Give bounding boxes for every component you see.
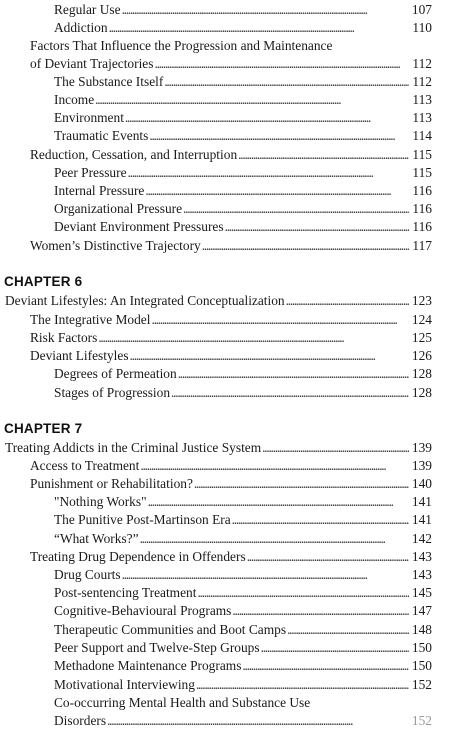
toc-entry[interactable]	[30, 457, 432, 475]
toc-entry-title: Deviant Lifestyles	[30, 348, 129, 363]
toc-entry-title: The Substance Itself	[54, 74, 164, 89]
dot-leader	[164, 73, 409, 91]
toc-entry-page: 123	[411, 293, 432, 308]
toc-entry-title: Peer Support and Twelve-Step Groups	[54, 640, 260, 655]
dot-leader	[122, 1, 409, 19]
toc-entry-title: Disorders	[54, 713, 107, 728]
toc-entry[interactable]	[54, 621, 432, 639]
toc-entry[interactable]	[54, 200, 432, 218]
toc-entry[interactable]	[30, 475, 432, 493]
dot-leader	[286, 292, 409, 310]
toc-entry-page: 139	[411, 458, 432, 473]
toc-entry-title: Internal Pressure	[54, 183, 145, 198]
toc-entry-title: Motivational Interviewing	[54, 677, 195, 692]
toc-entry[interactable]	[30, 311, 432, 329]
toc-entry-title: Income	[54, 92, 95, 107]
toc-entry-title: Treating Drug Dependence in Offenders	[30, 549, 246, 564]
toc-entry-page: 112	[412, 74, 432, 89]
dot-leader	[247, 548, 409, 566]
toc-entry-title: Reduction, Cessation, and Interruption	[30, 147, 238, 162]
toc-entry[interactable]	[5, 439, 432, 457]
toc-entry-page: 116	[412, 201, 432, 216]
dot-leader	[107, 712, 409, 730]
toc-entry-page: 143	[411, 549, 432, 564]
dot-leader	[98, 329, 409, 347]
toc-entry[interactable]	[54, 109, 432, 127]
toc-entry-page: 124	[411, 312, 432, 327]
toc-entry[interactable]	[54, 164, 432, 182]
toc-entry-title: Therapeutic Communities and Boot Camps	[54, 622, 287, 637]
toc-entry[interactable]	[54, 530, 432, 548]
chapter-7-heading: CHAPTER 7	[4, 421, 83, 436]
toc-entry[interactable]	[30, 55, 432, 73]
toc-entry-title: Regular Use	[54, 2, 121, 17]
toc-entry-page: 141	[411, 494, 432, 509]
dot-leader	[140, 457, 409, 475]
dot-leader	[232, 511, 409, 529]
toc-entry-title: Punishment or Rehabilitation?	[30, 476, 193, 491]
toc-entry[interactable]	[54, 657, 432, 675]
toc-entry[interactable]	[54, 127, 432, 145]
toc-entry-page: 113	[412, 92, 432, 107]
dot-leader	[225, 218, 409, 236]
toc-entry[interactable]	[54, 182, 432, 200]
toc-entry[interactable]	[54, 511, 432, 529]
dot-leader	[145, 182, 409, 200]
toc-entry-page: 148	[411, 622, 432, 637]
toc-entry-page: 117	[412, 238, 432, 253]
dot-leader	[183, 200, 409, 218]
toc-entry-page: 142	[411, 531, 432, 546]
toc-entry-title: The Punitive Post-Martinson Era	[54, 512, 231, 527]
toc-entry-title: The Integrative Model	[30, 312, 151, 327]
toc-entry[interactable]	[54, 384, 432, 402]
toc-entry-title: Treating Addicts in the Criminal Justice System	[5, 440, 262, 455]
toc-entry-title: Deviant Lifestyles: An Integrated Conceptualization	[5, 293, 285, 308]
toc-entry[interactable]	[54, 218, 432, 236]
toc-entry-title: Post-sentencing Treatment	[54, 585, 197, 600]
toc-entry-title: Cognitive-Behavioural Programs	[54, 603, 232, 618]
toc-entry[interactable]	[54, 712, 432, 730]
toc-entry-title: “What Works?”	[54, 531, 139, 546]
toc-entry-page: 114	[412, 128, 432, 143]
toc-entry-page: 152	[411, 677, 432, 692]
dot-leader	[122, 566, 409, 584]
toc-entry[interactable]	[54, 493, 432, 511]
dot-leader	[171, 384, 409, 402]
dot-leader	[151, 311, 409, 329]
toc-entry-title: Risk Factors	[30, 330, 98, 345]
toc-entry-page: 150	[411, 640, 432, 655]
toc-entry-page: 139	[411, 440, 432, 455]
toc-entry-page: 115	[412, 165, 432, 180]
dot-leader	[148, 493, 409, 511]
toc-entry-page: 116	[412, 183, 432, 198]
toc-entry[interactable]	[54, 365, 432, 383]
toc-entry[interactable]	[54, 1, 432, 19]
dot-leader	[196, 676, 409, 694]
toc-entry-page: 128	[411, 366, 432, 381]
toc-entry[interactable]	[30, 548, 432, 566]
toc-entry-page: 147	[411, 603, 432, 618]
toc-entry-title: Peer Pressure	[54, 165, 127, 180]
dot-leader	[202, 237, 409, 255]
toc-entry-title: Access to Treatment	[30, 458, 140, 473]
dot-leader	[197, 584, 409, 602]
toc-entry-page: 141	[411, 512, 432, 527]
dot-leader	[232, 602, 409, 620]
chapter-6-heading: CHAPTER 6	[4, 274, 83, 289]
toc-entry-page: 140	[411, 476, 432, 491]
toc-entry-title: Addiction	[54, 20, 108, 35]
dot-leader	[95, 91, 409, 109]
dot-leader	[130, 347, 409, 365]
toc-entry-page: 110	[412, 20, 432, 35]
dot-leader	[109, 19, 409, 37]
toc-entry-title: "Nothing Works"	[54, 494, 147, 509]
dot-leader	[149, 127, 409, 145]
toc-entry[interactable]	[54, 19, 432, 37]
toc-entry-title: Stages of Progression	[54, 385, 171, 400]
toc-entry[interactable]	[30, 146, 432, 164]
toc-entry[interactable]	[30, 329, 432, 347]
toc-entry-page: 143	[411, 567, 432, 582]
toc-entry[interactable]	[54, 676, 432, 694]
dot-leader	[125, 109, 409, 127]
toc-entry-title: Methadone Maintenance Programs	[54, 658, 242, 673]
toc-entry-page: 112	[412, 56, 432, 71]
toc-entry[interactable]	[30, 237, 432, 255]
dot-leader	[140, 530, 409, 548]
toc-entry[interactable]	[54, 584, 432, 602]
toc-entry-page: 150	[411, 658, 432, 673]
toc-entry-page: 126	[411, 348, 432, 363]
dot-leader	[287, 621, 409, 639]
toc-entry-page: 116	[412, 219, 432, 234]
dot-leader	[262, 439, 409, 457]
toc-entry[interactable]	[54, 73, 432, 91]
toc-entry-title: Co-occurring Mental Health and Substance Use	[54, 695, 311, 710]
toc-entry-page: 145	[411, 585, 432, 600]
toc-entry-title: Factors That Influence the Progression and Maintenance	[30, 38, 333, 53]
toc-entry[interactable]	[54, 566, 432, 584]
toc-entry[interactable]	[54, 602, 432, 620]
dot-leader	[154, 55, 409, 73]
toc-entry-title: Deviant Environment Pressures	[54, 219, 224, 234]
toc-entry-title: Traumatic Events	[54, 128, 149, 143]
toc-entry[interactable]	[5, 292, 432, 310]
dot-leader	[178, 365, 409, 383]
dot-leader	[242, 657, 409, 675]
toc-entry[interactable]	[30, 347, 432, 365]
toc-entry-title: Women’s Distinctive Trajectory	[30, 238, 201, 253]
toc-entry-page: 125	[411, 330, 432, 345]
toc-entry-page: 128	[411, 385, 432, 400]
toc-entry-title: Drug Courts	[54, 567, 121, 582]
toc-entry-page: 107	[411, 2, 432, 17]
toc-entry-title: Environment	[54, 110, 124, 125]
toc-entry-page: 152	[411, 713, 432, 728]
dot-leader	[128, 164, 409, 182]
dot-leader	[261, 639, 409, 657]
dot-leader	[194, 475, 409, 493]
toc-entry[interactable]	[54, 91, 432, 109]
toc-entry-page: 115	[412, 147, 432, 162]
toc-entry-page: 113	[412, 110, 432, 125]
toc-entry[interactable]	[54, 639, 432, 657]
toc-entry-title: Degrees of Permeation	[54, 366, 177, 381]
toc-entry-title: of Deviant Trajectories	[30, 56, 154, 71]
dot-leader	[238, 146, 409, 164]
toc-entry-title: Organizational Pressure	[54, 201, 183, 216]
